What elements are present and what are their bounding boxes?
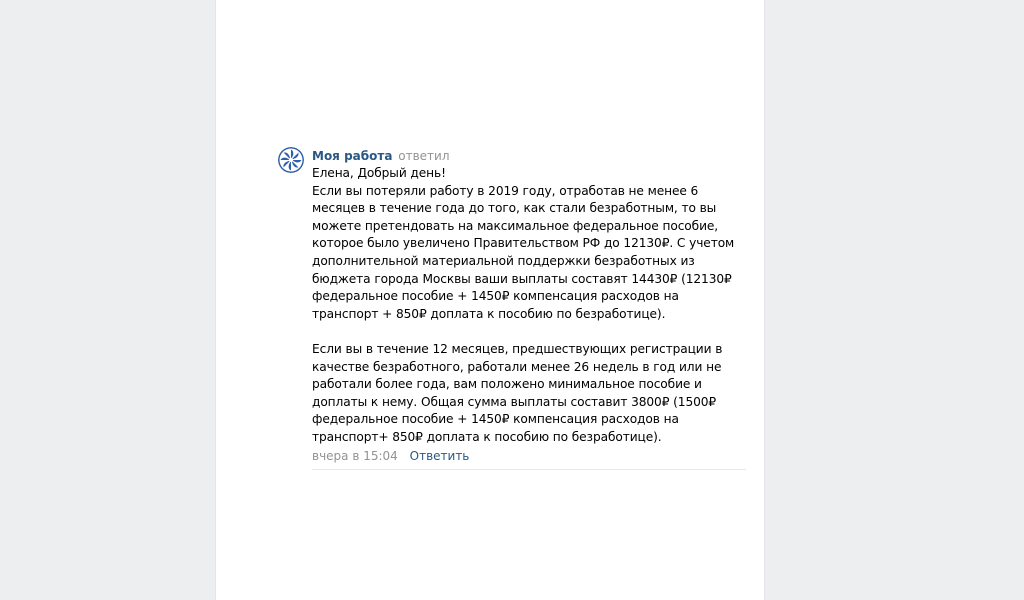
timestamp[interactable]: вчера в 15:04 xyxy=(312,448,398,463)
reply-button[interactable]: Ответить xyxy=(409,448,470,463)
content-column xyxy=(215,0,765,600)
author-link[interactable]: Моя работа xyxy=(312,149,393,163)
comment-body xyxy=(312,147,746,470)
comment-header xyxy=(312,147,746,165)
paragraph-1: Если вы потеряли работу в 2019 году, отработав не менее 6 месяцев в течение года до того, как стали безработным, то вы можете претендовать на максимальное федеральное пособие, которое было увеличено Правительством РФ до 12130₽. С учетом дополнительной материальной поддержки безработных из бюджета города Москвы ваши выплаты составят 14430₽ (12130₽ федеральное пособие + 1450₽ компенсация расходов на транспорт + 850₽ доплата к пособию по безработице). xyxy=(312,183,735,321)
action-label: ответил xyxy=(398,149,450,163)
greeting-text: Елена, Добрый день! xyxy=(312,166,446,180)
comment-footer xyxy=(312,447,746,470)
paragraph-gap xyxy=(312,323,746,341)
comment-text xyxy=(312,165,746,447)
moya-rabota-logo-icon[interactable] xyxy=(278,147,304,173)
paragraph-2: Если вы в течение 12 месяцев, предшествующих регистрации в качестве безработного, работали менее 26 недель в год или не работали более года, вам положено минимальное пособие и доплаты к нему. Общая сумма выплаты составит 3800₽ (1500₽ федеральное пособие + 1450₽ компенсация расходов на транспорт+ 850₽ доплата к пособию по безработице). xyxy=(312,341,723,444)
